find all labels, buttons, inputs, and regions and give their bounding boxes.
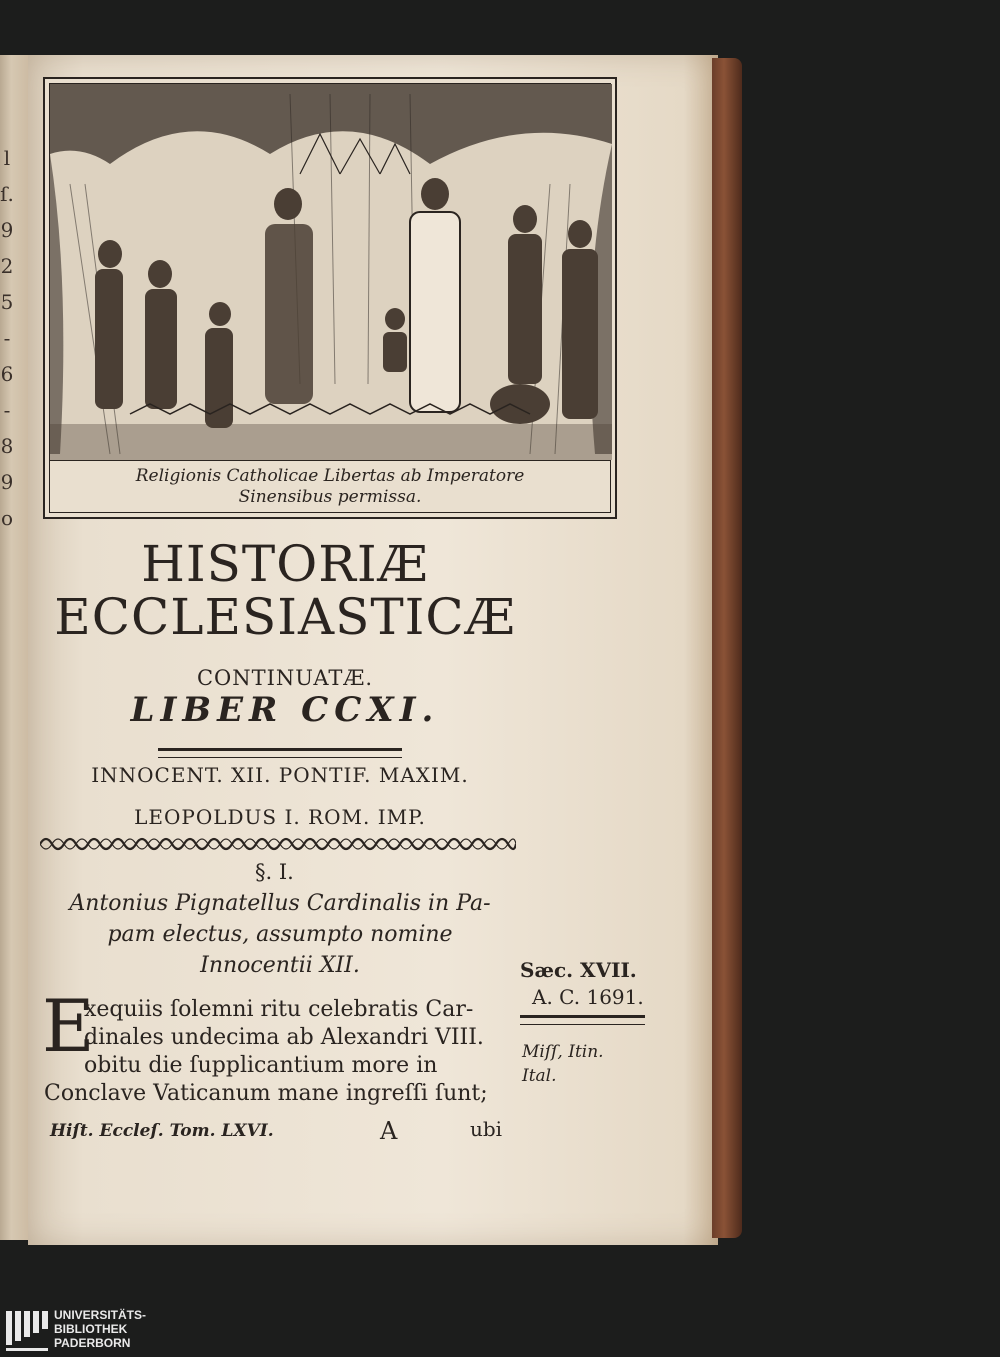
section-number: §. I. xyxy=(255,860,294,884)
previous-page-char: 5 xyxy=(0,290,14,314)
previous-page-char: 2 xyxy=(0,254,14,278)
ornamental-border xyxy=(40,834,516,854)
margin-ref-line-2: Ital. xyxy=(522,1066,557,1086)
summary-line-3: Innocentii XII. xyxy=(200,953,360,978)
title-line-2: ECCLESIASTICÆ xyxy=(54,588,516,646)
continuatae-subtitle: CONTINUATÆ. xyxy=(196,666,374,690)
library-logo-text xyxy=(54,1308,146,1350)
footer-volume: Hiſt. Eccleſ. Tom. LXVI. xyxy=(50,1121,274,1141)
drop-cap: E xyxy=(42,984,95,1068)
caption-line-1: Religionis Catholicae Libertas ab Imperatore xyxy=(135,466,525,486)
previous-page-char: 9 xyxy=(0,218,14,242)
previous-page-char: o xyxy=(0,506,14,530)
body-paragraph xyxy=(44,996,514,1108)
emperor-line: LEOPOLDUS I. ROM. IMP. xyxy=(134,805,426,829)
summary-line-1: Antonius Pignatellus Cardinalis in Pa- xyxy=(69,891,491,916)
pontiff-line: INNOCENT. XII. PONTIF. MAXIM. xyxy=(91,763,469,787)
body-line-2: dinales undecima ab Alexandri VIII. xyxy=(84,1025,484,1050)
previous-page-char: 8 xyxy=(0,434,14,458)
section-summary xyxy=(45,888,515,981)
engraving-illustration xyxy=(50,84,612,460)
signature-mark: A xyxy=(380,1117,398,1145)
caption-line-2: Sinensibus permissa. xyxy=(238,487,422,507)
liber-number: LIBER CCXI. xyxy=(130,690,440,730)
previous-page-char: l xyxy=(3,146,11,170)
margin-reference xyxy=(522,1040,662,1088)
previous-page-char: ſ. xyxy=(0,182,14,206)
margin-ref-line-1: Miſſ, Itin. xyxy=(522,1042,604,1062)
logo-line-1: UNIVERSITÄTS- xyxy=(54,1308,147,1322)
body-line-3: obitu die ſupplicantium more in xyxy=(84,1053,438,1078)
logo-line-2: BIBLIOTHEK xyxy=(54,1322,128,1336)
library-logo-icon xyxy=(6,1311,50,1353)
engraving-frame xyxy=(43,77,617,519)
engraving-caption xyxy=(50,460,610,513)
title-line-1: HISTORIÆ xyxy=(141,535,429,593)
margin-century: Sæc. XVII. xyxy=(520,958,637,982)
logo-line-3: PADERBORN xyxy=(54,1336,131,1350)
library-footer-bar xyxy=(0,1307,1000,1357)
catchword: ubi xyxy=(470,1117,503,1141)
previous-page-characters xyxy=(0,140,14,536)
body-line-1: xequiis ſolemni ritu celebratis Car- xyxy=(84,997,474,1022)
margin-year: A. C. 1691. xyxy=(532,985,644,1009)
double-rule xyxy=(158,748,402,758)
book-cover-edge xyxy=(712,58,742,1238)
margin-rule xyxy=(520,1015,645,1025)
previous-page-char: - xyxy=(3,326,11,350)
previous-page-char: - xyxy=(3,398,11,422)
previous-page-char: 6 xyxy=(0,362,14,386)
previous-page-char: 9 xyxy=(0,470,14,494)
summary-line-2: pam electus, assumpto nomine xyxy=(107,922,453,947)
body-line-4: Conclave Vaticanum mane ingreſſi ſunt; xyxy=(44,1081,488,1106)
